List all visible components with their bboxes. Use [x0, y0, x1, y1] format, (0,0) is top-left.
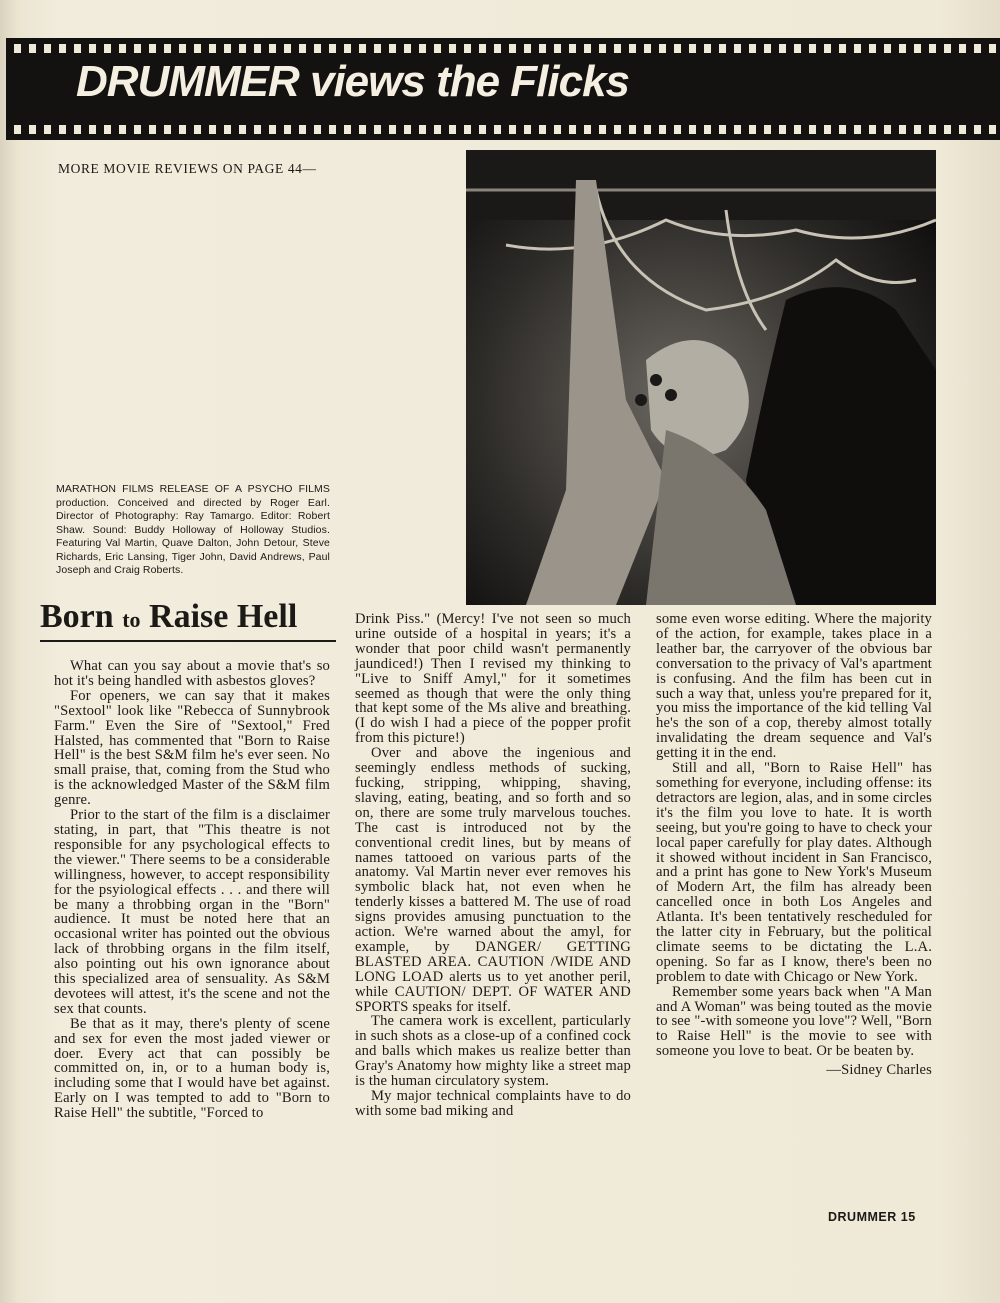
paragraph: Prior to the start of the film is a disclaimer stating, in part, that "This theatre is not responsible for any psychological effects to the viewer." There seems to be a considerable willingness, however, to accept responsibility for the psyiological effects . . . and there will be many a throbbing organ in the "Born" audience. It must be noted here that an occasional writer has pointed out the obvious lack of throbbing organs in the film itself, also pointing out his own ignorance about this specialized area of sensuality. As S&M devotees will attest, it's the scene and not the sex that counts.	[54, 807, 330, 1017]
section-title: DRUMMER views the Flicks	[76, 57, 630, 106]
article-column-3	[656, 612, 932, 1078]
paragraph: Be that as it may, there's plenty of scene and sex for even the most jaded viewer or doer. Every act that can possibly be committed on, in, or to a human body is, including some that I would have bet against. Early on I was tempted to add to "Born to Raise Hell" the subtitle, "Forced to	[54, 1015, 330, 1122]
paragraph: For openers, we can say that it makes "Sextool" look like "Rebecca of Sunnybrook Farm." Even the Sire of "Sextool," Fred Halsted, has commented that "Born to Raise Hell" is the best S&M film he's ever seen. No small praise, that, coming from the Stud who is the acknowledged Master of the S&M film genre.	[54, 687, 330, 809]
paragraph: Drink Piss." (Mercy! I've not seen so much urine outside of a hospital in years; it's a wonder that poor child wasn't permanently jaundiced!) Then I revised my thinking to "Live to Sniff Amyl," for it sometimes seemed as though that were the only thing that kept some of the Ms alive and breathing. (I do wish I had a piece of the popper profit from this picture!)	[355, 611, 631, 747]
sprocket-holes-top	[14, 44, 1000, 53]
paragraph: The camera work is excellent, particularly in such shots as a close-up of a confined cock and balls which makes us realize better than Gray's Anatomy how mighty like a street map is the human circulatory system.	[355, 1013, 631, 1090]
article-column-2	[355, 612, 631, 1119]
paragraph: Still and all, "Born to Raise Hell" has something for everyone, including offense: its detractors are legion, alas, and in some circles it's the film you love to hate. It is worth seeing, but you're going to have to check your local paper carefully for play dates. Although it showed without incident in San Francisco, and a print has gone to New York's Museum of Modern Art, the film has already been cancelled once in both Los Angeles and Atlanta. It's been tentatively rescheduled for the latter city in February, but the political climate seems to be dictating the L.A. opening. So far as I know, there's been no problem to date with Chicago or New York.	[656, 760, 932, 985]
paragraph: some even worse editing. Where the majority of the action, for example, takes place in a leather bar, the carryover of the obvious bar conversation to the privacy of Val's apartment is confusing. And the film has been cut in such a way that, unless you're prepared for it, you miss the importance of the kid telling Val he's the son of a cop, thereby almost totally invalidating the dream sequence and Val's getting it in the end.	[656, 611, 932, 762]
author-signature: —Sidney Charles	[826, 1062, 932, 1079]
paragraph: My major technical complaints have to do with some bad miking and	[355, 1088, 631, 1119]
film-strip-header	[6, 38, 1000, 140]
article-column-1	[54, 659, 330, 1121]
film-still-photo	[466, 150, 936, 605]
paragraph: Remember some years back when "A Man and A Woman" was being touted as the movie to see "-with someone you love"? Well, "Born to Raise Hell" is the movie to see with someone you love to beat. Or be beaten by.	[656, 983, 932, 1060]
title-part-raise-hell: Raise Hell	[149, 598, 298, 635]
article-title	[40, 600, 297, 634]
page-folio: DRUMMER 15	[828, 1210, 916, 1224]
film-credits: MARATHON FILMS RELEASE OF A PSYCHO FILMS production. Conceived and directed by Roger Earl. Director of Photography: Ray Tamargo. Editor: Robert Shaw. Sound: Buddy Holloway of Holloway Studios. Featuring Val Martin, Quave Dalton, John Detour, Steve Richards, Eric Lansing, Tiger John, David Andrews, Paul Joseph and Craig Roberts.	[56, 483, 330, 576]
more-reviews-note: MORE MOVIE REVIEWS ON PAGE 44—	[58, 161, 317, 176]
title-part-born: Born	[40, 598, 114, 635]
title-underline	[40, 640, 336, 642]
paragraph: Over and above the ingenious and seemingly endless methods of sucking, fucking, stripping, whipping, shaving, slaving, eating, beating, and so forth and so on, there are some truly marvelous touches. The cast is introduced not by the conventional credit lines, but by means of names tattooed on various parts of the anatomy. Val Martin never ever removes his symbolic black hat, not even when he tenderly kisses a battered M. The use of road signs provides amusing punctuation to the action. We're warned about the amyl, for example, by DANGER/ GETTING BLASTED AREA. CAUTION /WIDE AND LONG LOAD alerts us to yet another peril, while CAUTION/ DEPT. OF WATER AND SPORTS speaks for itself.	[355, 745, 631, 1015]
title-part-to: to	[122, 607, 141, 632]
sprocket-holes-bottom	[14, 125, 1000, 134]
paragraph: What can you say about a movie that's so hot it's being handled with asbestos gloves?	[54, 658, 330, 689]
